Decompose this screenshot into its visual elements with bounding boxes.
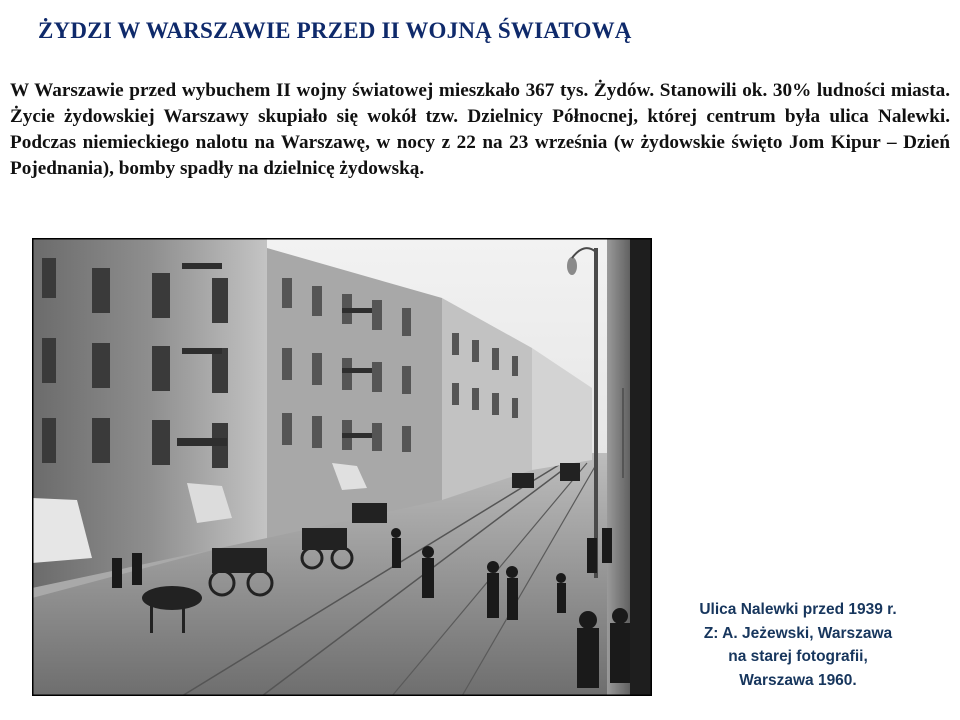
caption-line: Z: A. Jeżewski, Warszawa [703, 624, 893, 642]
historical-photo-nalewki-street [32, 238, 652, 696]
photo-caption [664, 598, 932, 692]
caption-line: na starej fotografii, [728, 648, 868, 665]
caption-line: Warszawa 1960. [739, 671, 857, 689]
caption-line: Ulica Nalewki przed 1939 r. [699, 601, 897, 618]
slide-title: ŻYDZI W WARSZAWIE PRZED II WOJNĄ ŚWIATOWĄ [38, 18, 632, 43]
body-paragraph: W Warszawie przed wybuchem II wojny światowej mieszkało 367 tys. Żydów. Stanowili ok. 30% ludności miasta. Życie żydowskiej Warszawy skupiało się wokół tzw. Dzielnicy Północnej, której centrum była ulica Nalewki. Podczas niemieckiego nalotu na Warszawę, w nocy z 22 na 23 września (w żydowskie święto Jom Kipur – Dzień Pojednania), bomby spadły na dzielnicę żydowską. [10, 80, 950, 179]
